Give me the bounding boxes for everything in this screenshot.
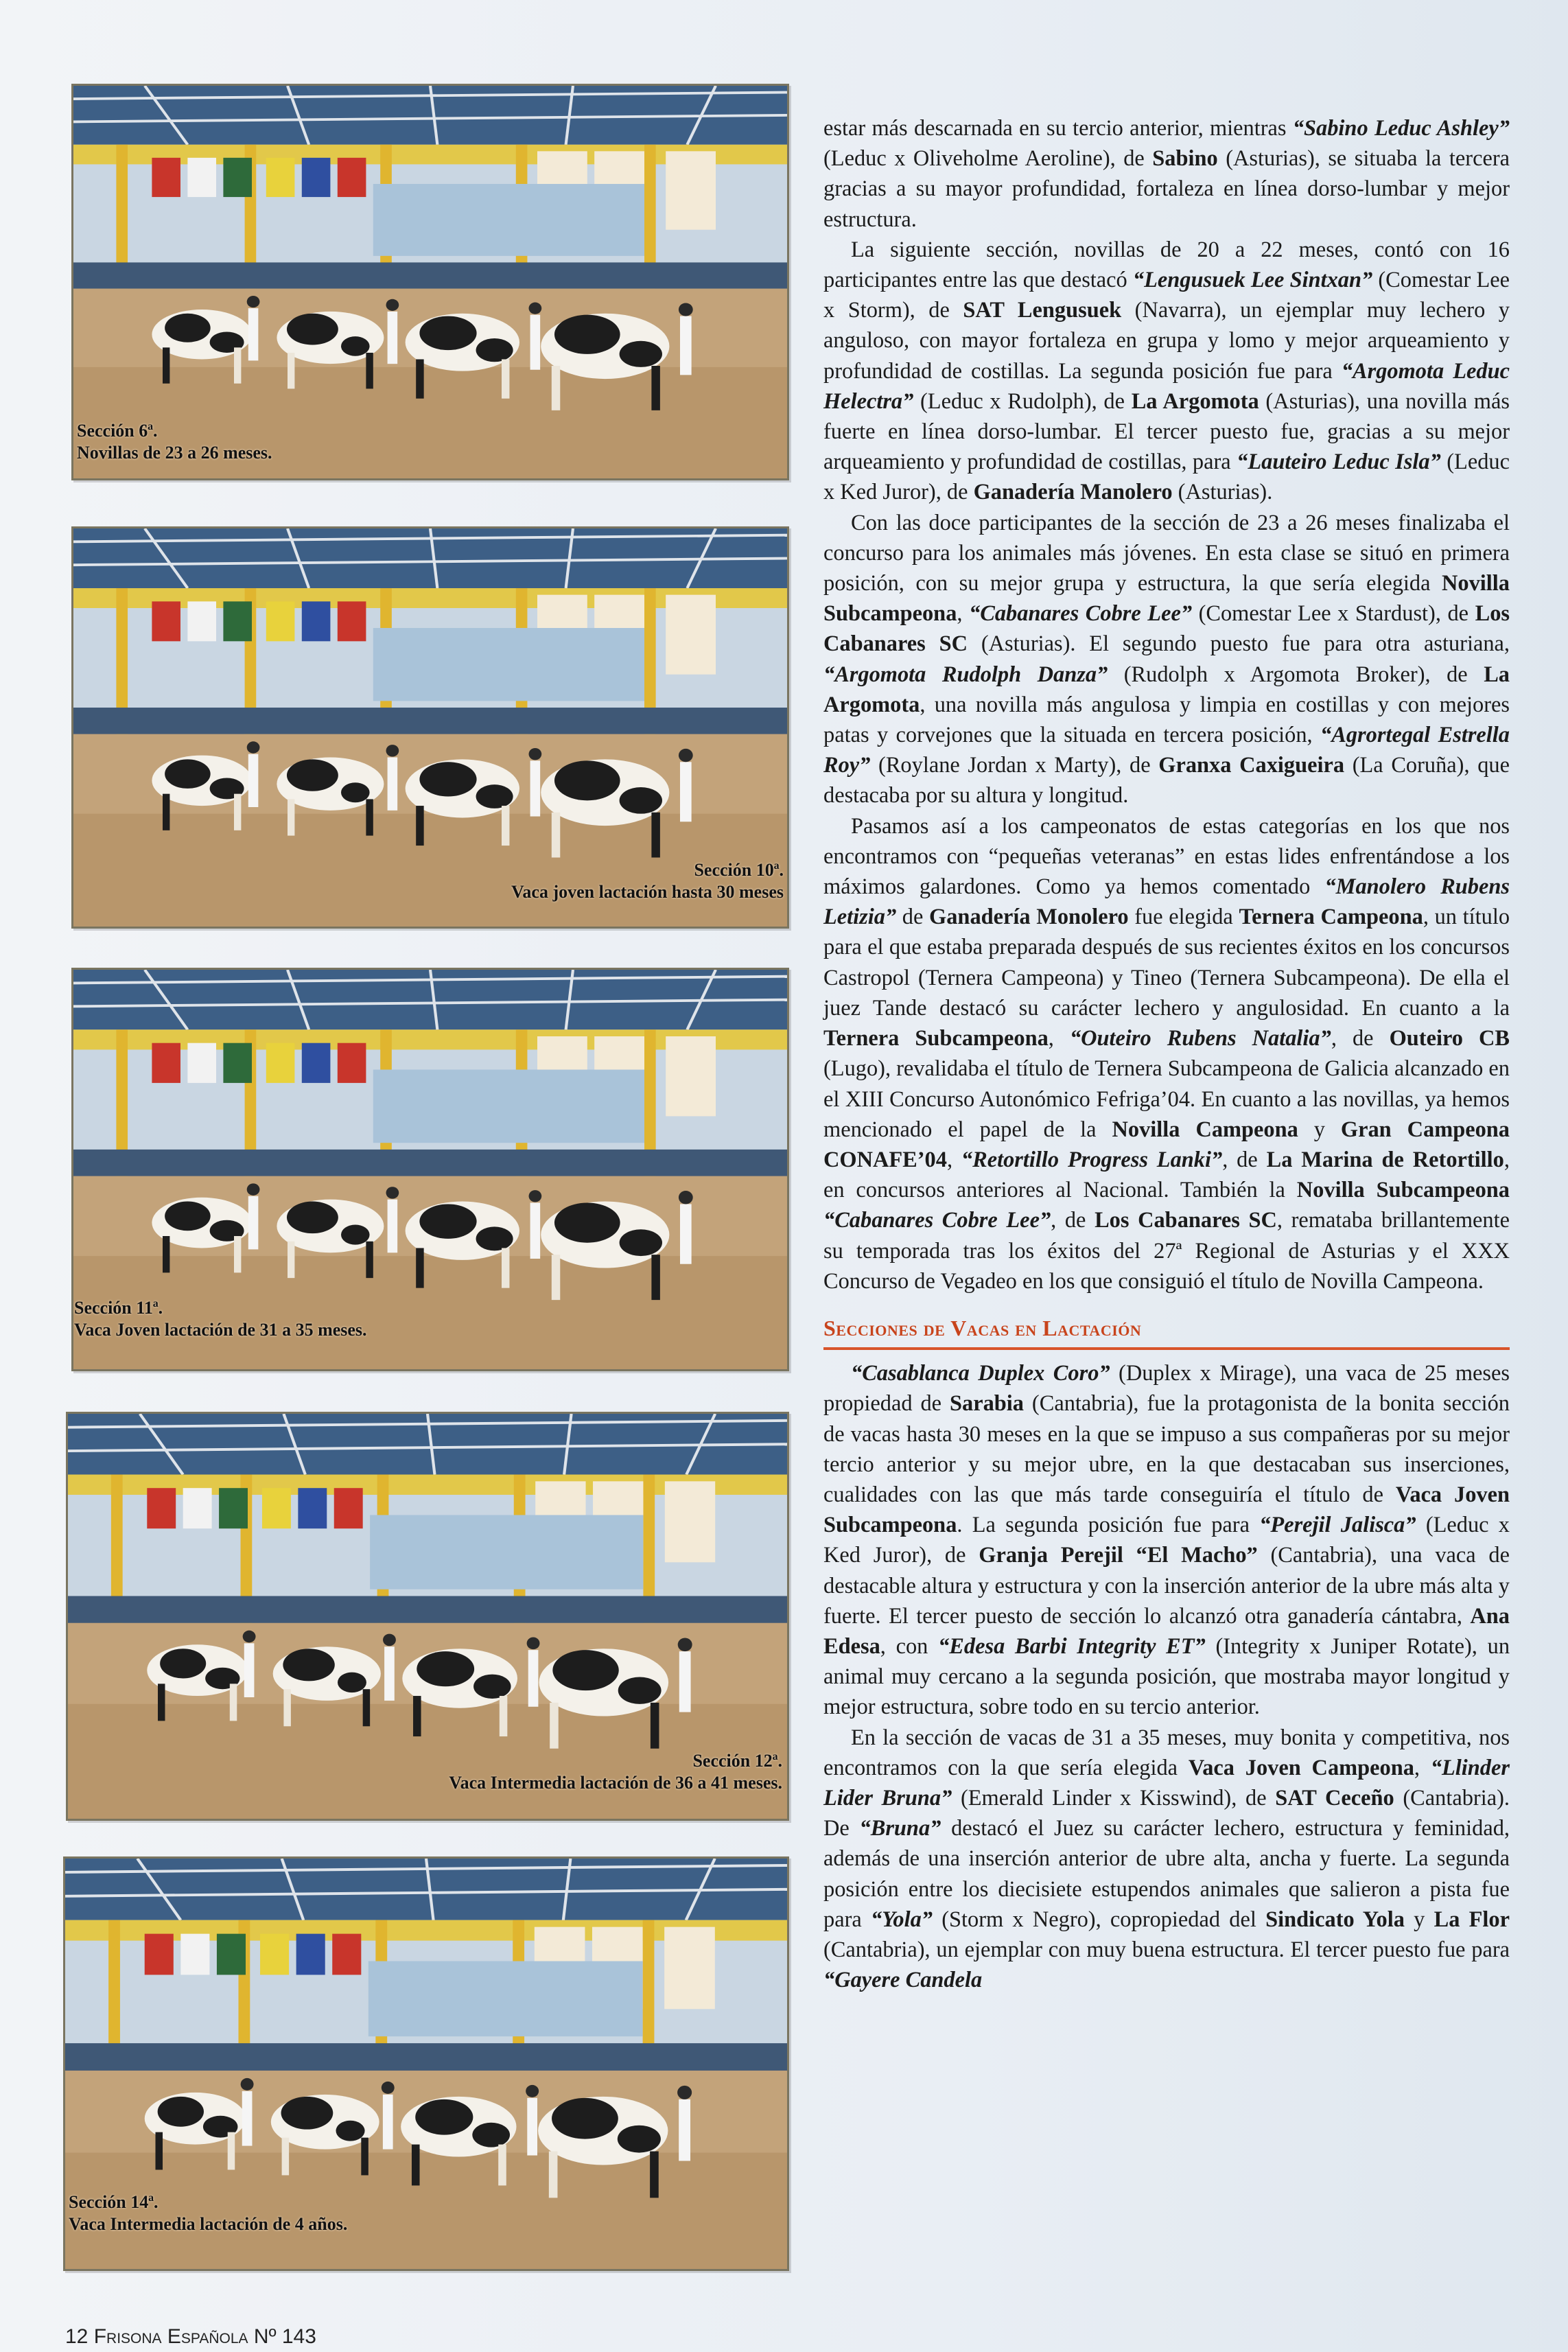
article-column <box>823 113 1510 1995</box>
caption-section-10-number: Sección 10ª. <box>694 860 784 880</box>
paragraph-2: La siguiente sección, novillas de 20 a 22 meses, contó con 16 participantes entre las que destacó “Lengusuek Lee Sintxan” (Comestar Lee x Storm), de SAT Lengusuek (Navarra), un ejemplar muy lechero y anguloso, con mayor fortaleza en grupa y lomo y mejor arqueamiento y profundidad de costillas. La segunda posición fue para “Argomota Leduc Helectra” (Leduc x Rudolph), de La Argomota (Asturias), una novilla más fuerte en línea dorso-lumbar. El tercer puesto fue, gracias a su mejor arqueamiento y profundidad de costillas, para “Lauteiro Leduc Isla” (Leduc x Ked Juror), de Ganadería Manolero (Asturias). <box>823 237 1510 505</box>
caption-section-14-number: Sección 14ª. <box>69 2192 159 2212</box>
caption-section-11 <box>74 1297 367 1341</box>
caption-section-14 <box>69 2191 347 2235</box>
paragraph-4: Pasamos así a los campeonatos de estas categorías en los que nos encontramos con “pequeñas veteranas” en estas lides enfrentándose a los máximos galardones. Como ya hemos comentado “Manolero Rubens Letizia” de Ganadería Monolero fue elegida Ternera Campeona, un título para el que estaba preparada después de sus recientes éxitos en los concursos Castropol (Ternera Campeona) y Tineo (Ternera Subcampeona). De ella el juez Tande destacó su carácter lechero y angulosidad. En cuanto a la Ternera Subcampeona, “Outeiro Rubens Natalia”, de Outeiro CB (Lugo), revalidaba el título de Ternera Subcampeona de Galicia alcanzado en el XIII Concurso Autonómico Fefriga’04. En cuanto a las novillas, ya hemos mencionado el papel de la Novilla Campeona y Gran Campeona CONAFE’04, “Retortillo Progress Lanki”, de La Marina de Retortillo, en concursos anteriores al Nacional. También la Novilla Subcampeona “Cabanares Cobre Lee”, de Los Cabanares SC, remataba brillantemente su temporada tras los éxitos del 27ª Regional de Asturias y el XXX Concurso de Vegadeo en los que consiguió el título de Novilla Campeona. <box>823 813 1510 1294</box>
caption-section-10-title: Vaca joven lactación hasta 30 meses <box>511 882 784 902</box>
caption-section-6 <box>77 420 272 464</box>
page-footer <box>65 2325 316 2349</box>
caption-section-11-title: Vaca Joven lactación de 31 a 35 meses. <box>74 1320 367 1340</box>
caption-section-11-number: Sección 11ª. <box>74 1298 163 1318</box>
caption-section-6-number: Sección 6ª. <box>77 421 158 441</box>
page-number: 12 <box>65 2325 89 2348</box>
publication-name: Frisona Española <box>93 2325 248 2348</box>
section-heading: Secciones de Vacas en Lactación <box>823 1313 1510 1350</box>
caption-section-12-number: Sección 12ª. <box>692 1751 782 1771</box>
caption-section-10 <box>384 859 784 903</box>
paragraph-6: En la sección de vacas de 31 a 35 meses, muy bonita y competitiva, nos encontramos con la que sería elegida Vaca Joven Campeona, “Llinder Lider Bruna” (Emerald Linder x Kisswind), de SAT Ceceño (Cantabria). De “Bruna” destacó el Juez su carácter lechero, estructura y feminidad, además de una inserción anterior de ubre alta, ancha y fuerte. La segunda posición entre los diecisiete estupendos animales que salieron a pista fue para “Yola” (Storm x Negro), copropiedad del Sindicato Yola y La Flor (Cantabria), un ejemplar con muy buena estructura. El tercer puesto fue para “Gayere Candela <box>823 1725 1510 1993</box>
paragraph-1: estar más descarnada en su tercio anterior, mientras “Sabino Leduc Ashley” (Leduc x Oliveholme Aeroline), de Sabino (Asturias), se situaba la tercera gracias a su mayor profundidad, fortaleza en línea dorso-lumbar y mejor estructura. <box>823 116 1510 232</box>
issue-label: Nº <box>253 2325 277 2348</box>
caption-section-12 <box>329 1750 782 1794</box>
paragraph-5: “Casablanca Duplex Coro” (Duplex x Mirage), una vaca de 25 meses propiedad de Sarabia (Cantabria), fue la protagonista de la bonita sección de vacas hasta 30 meses en la que se impuso a sus compañeras por su mejor tercio anterior y su mejor ubre, en la que destacaban sus inserciones, cualidades con las que más tarde conseguiría el título de Vaca Joven Subcampeona. La segunda posición fue para “Perejil Jalisca” (Leduc x Ked Juror), de Granja Perejil “El Macho” (Cantabria), una vaca de destacable altura y estructura y con la inserción anterior de la ubre más alta y fuerte. El tercer puesto de sección lo alcanzó otra ganadería cántabra, Ana Edesa, con “Edesa Barbi Integrity ET” (Integrity x Juniper Rotate), un animal muy cercano a la segunda posición, que mostraba mayor longitud y mejor estructura, sobre todo en su tercio anterior. <box>823 1361 1510 1720</box>
caption-section-6-title: Novillas de 23 a 26 meses. <box>77 443 272 463</box>
caption-section-14-title: Vaca Intermedia lactación de 4 años. <box>69 2214 348 2234</box>
issue-number: 143 <box>281 2325 316 2348</box>
paragraph-3: Con las doce participantes de la sección de 23 a 26 meses finalizaba el concurso para los animales más jóvenes. En esta clase se situó en primera posición, con su mejor grupa y estructura, la que sería elegida Novilla Subcampeona, “Cabanares Cobre Lee” (Comestar Lee x Stardust), de Los Cabanares SC (Asturias). El segundo puesto fue para otra asturiana, “Argomota Rudolph Danza” (Rudolph x Argomota Broker), de La Argomota, una novilla más angulosa y limpia en costillas y con mejores patas y corvejones que la situada en tercera posición, “Agrortegal Estrella Roy” (Roylane Jordan x Marty), de Granxa Caxigueira (La Coruña), que destacaba por su altura y longitud. <box>823 510 1510 808</box>
caption-section-12-title: Vaca Intermedia lactación de 36 a 41 meses. <box>449 1773 782 1793</box>
